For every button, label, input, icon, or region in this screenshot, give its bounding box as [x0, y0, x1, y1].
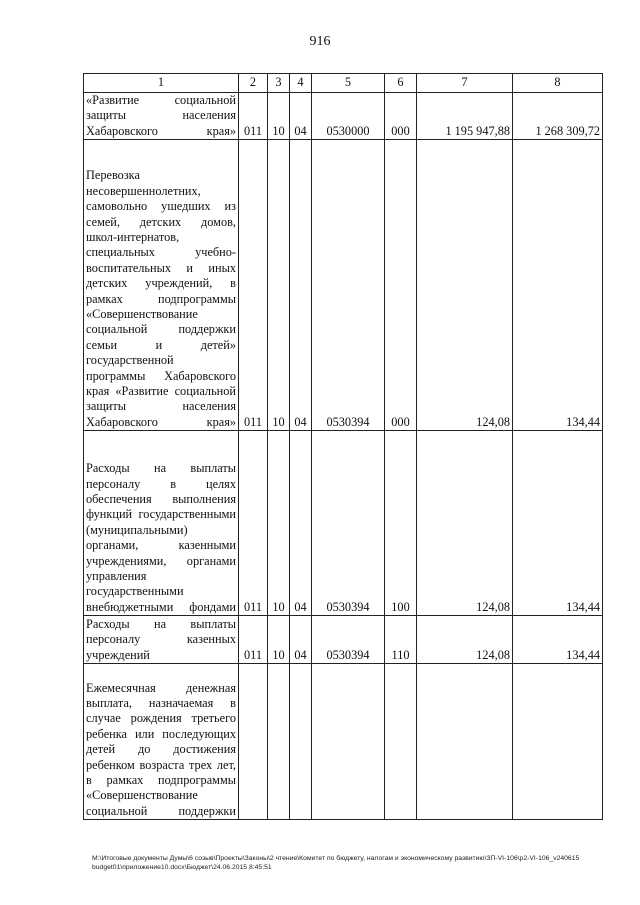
- cell-col3: 10: [268, 93, 290, 140]
- header-cell: 6: [385, 74, 417, 93]
- cell-col7: 1 195 947,88: [417, 93, 513, 140]
- table-row: [84, 140, 603, 431]
- cell-col5: 0530394: [312, 616, 385, 664]
- cell-col5: 0530394: [312, 431, 385, 616]
- file-path-footer: M:\Итоговые документы Думы\6 созыв\Проекты\Законы\2 чтение\Комитет по бюджету, налогам и экономическому развитию\ЗП-VI-106\р2-VI-106_v240615 budget01\приложение10.docx\Бюджет\24.06.2015 8:45:51: [92, 855, 580, 871]
- row-description: Перевозка несовершеннолетних, самовольно ушедших из семей, детских домов, школ-интернатов, специальных учебно-воспитательных и иных детских учреждений, в рамках подпрограммы «Совершенствование социальной поддержки семьи и детей» государственной программы Хабаровского края «Развитие социальной защиты населения Хабаровского края»: [84, 140, 239, 431]
- cell-col3: 10: [268, 140, 290, 431]
- budget-table: [83, 73, 603, 820]
- table-row: [84, 93, 603, 140]
- row-description: Расходы на выплаты персоналу в целях обеспечения выполнения функций государственными (муниципальными) органами, казенными учреждениями, органами управления государственными внебюджетными фондами: [84, 431, 239, 616]
- header-cell: 3: [268, 74, 290, 93]
- cell-col6: 000: [385, 140, 417, 431]
- header-cell: 5: [312, 74, 385, 93]
- header-cell: 1: [84, 74, 239, 93]
- table-row: [84, 616, 603, 664]
- table-row: [84, 664, 603, 820]
- cell-col2: [239, 664, 268, 820]
- row-description: Расходы на выплаты персоналу казенных учреждений: [84, 616, 239, 664]
- cell-col6: [385, 664, 417, 820]
- cell-col6: 110: [385, 616, 417, 664]
- cell-col7: 124,08: [417, 616, 513, 664]
- cell-col4: [290, 664, 312, 820]
- cell-col2: 011: [239, 431, 268, 616]
- cell-col2: 011: [239, 616, 268, 664]
- row-description: Ежемесячная денежная выплата, назначаемая в случае рождения третьего ребенка или последующих детей до достижения ребенком возраста трех лет, в рамках подпрограммы «Совершенствование социальной поддержки: [84, 664, 239, 820]
- cell-col3: 10: [268, 431, 290, 616]
- cell-col4: 04: [290, 93, 312, 140]
- cell-col7: [417, 664, 513, 820]
- cell-col5: 0530000: [312, 93, 385, 140]
- table-row: [84, 431, 603, 616]
- row-description: «Развитие социальной защиты населения Хабаровского края»: [84, 93, 239, 140]
- cell-col2: 011: [239, 140, 268, 431]
- cell-col2: 011: [239, 93, 268, 140]
- cell-col4: 04: [290, 140, 312, 431]
- cell-col3: 10: [268, 616, 290, 664]
- header-cell: 8: [513, 74, 603, 93]
- cell-col8: [513, 664, 603, 820]
- cell-col4: 04: [290, 616, 312, 664]
- cell-col7: 124,08: [417, 431, 513, 616]
- cell-col8: 1 268 309,72: [513, 93, 603, 140]
- header-row: [84, 74, 603, 93]
- cell-col7: 124,08: [417, 140, 513, 431]
- header-cell: 2: [239, 74, 268, 93]
- header-cell: 7: [417, 74, 513, 93]
- cell-col8: 134,44: [513, 616, 603, 664]
- cell-col8: 134,44: [513, 431, 603, 616]
- cell-col6: 000: [385, 93, 417, 140]
- cell-col4: 04: [290, 431, 312, 616]
- page-number: 916: [309, 34, 331, 49]
- cell-col3: [268, 664, 290, 820]
- cell-col8: 134,44: [513, 140, 603, 431]
- cell-col5: 0530394: [312, 140, 385, 431]
- cell-col6: 100: [385, 431, 417, 616]
- cell-col5: [312, 664, 385, 820]
- header-cell: 4: [290, 74, 312, 93]
